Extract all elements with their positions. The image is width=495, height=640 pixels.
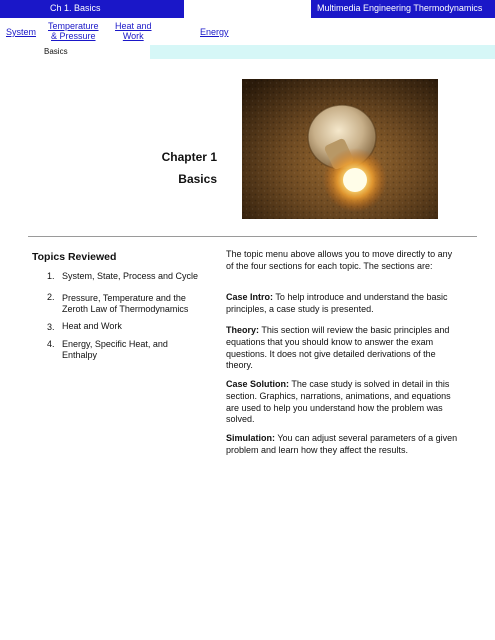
topic-line: Heat and Work — [62, 321, 122, 331]
header-spacer — [184, 0, 311, 18]
case-solution-label: Case Solution: — [226, 379, 290, 389]
topics-heading: Topics Reviewed — [32, 251, 117, 263]
breadcrumb: Basics — [44, 47, 68, 56]
breadcrumb-right-bar — [150, 45, 495, 59]
topic-number: 2. — [47, 292, 55, 302]
topic-line: System, State, Process and Cycle — [62, 271, 199, 281]
chapter-tab-label: Ch 1. Basics — [50, 3, 101, 13]
topic-line: Enthalpy — [62, 350, 98, 360]
theory-text: This section will review the basic principles and equations that you should know to answer the exam questions. It does not give detailed derivations of the theory. — [226, 325, 450, 371]
nav-link-energy[interactable]: Energy — [200, 27, 229, 37]
topic-line: Energy, Specific Heat, and — [62, 339, 168, 349]
intro-paragraph: The topic menu above allows you to move directly to any of the four sections for each topic. The sections are: — [226, 249, 453, 271]
simulation-label: Simulation: — [226, 433, 275, 443]
nav-temperature-line2: & Pressure — [51, 31, 96, 41]
case-solution-text: The case study is solved in detail in this section. Graphics, narrations, animations, and equations are used to help you understand how the problem was solved. — [226, 379, 451, 425]
theory-label: Theory: — [226, 325, 260, 335]
section-divider — [28, 236, 477, 237]
nav-link-system[interactable]: System — [6, 27, 37, 37]
course-title: Multimedia Engineering Thermodynamics — [317, 3, 483, 13]
case-solution-paragraph — [226, 379, 458, 426]
light-bulb-illustration — [242, 79, 438, 219]
topic-label — [62, 321, 222, 332]
chapter-title: Basics — [178, 172, 217, 186]
topic-number: 1. — [47, 271, 55, 281]
topic-label — [62, 339, 222, 361]
case-intro-text: To help introduce and understand the basic principles, a case study is presented. — [226, 292, 448, 314]
topic-line: Zeroth Law of Thermodynamics — [62, 304, 189, 314]
simulation-paragraph — [226, 433, 458, 457]
breadcrumb-left-bar — [0, 45, 150, 59]
topic-number: 4. — [47, 339, 55, 349]
nav-heat-line2: Work — [122, 31, 144, 41]
topic-line: Pressure, Temperature and the — [62, 293, 186, 303]
topic-label — [62, 293, 222, 315]
topic-number: 3. — [47, 322, 55, 332]
topic-label — [62, 271, 222, 282]
nav-heat-line1: Heat and — [115, 21, 152, 31]
nav-link-heat-work[interactable] — [115, 21, 152, 41]
case-intro-paragraph — [226, 292, 458, 316]
chapter-number: Chapter 1 — [161, 150, 217, 164]
nav-temperature-line1: Temperature — [48, 21, 99, 31]
theory-paragraph — [226, 325, 458, 372]
simulation-text: You can adjust several parameters of a given problem and learn how they affect the results. — [226, 433, 458, 455]
nav-link-temperature-pressure[interactable] — [48, 21, 99, 41]
case-intro-label: Case Intro: — [226, 292, 274, 302]
light-bulb-photo — [242, 79, 438, 219]
